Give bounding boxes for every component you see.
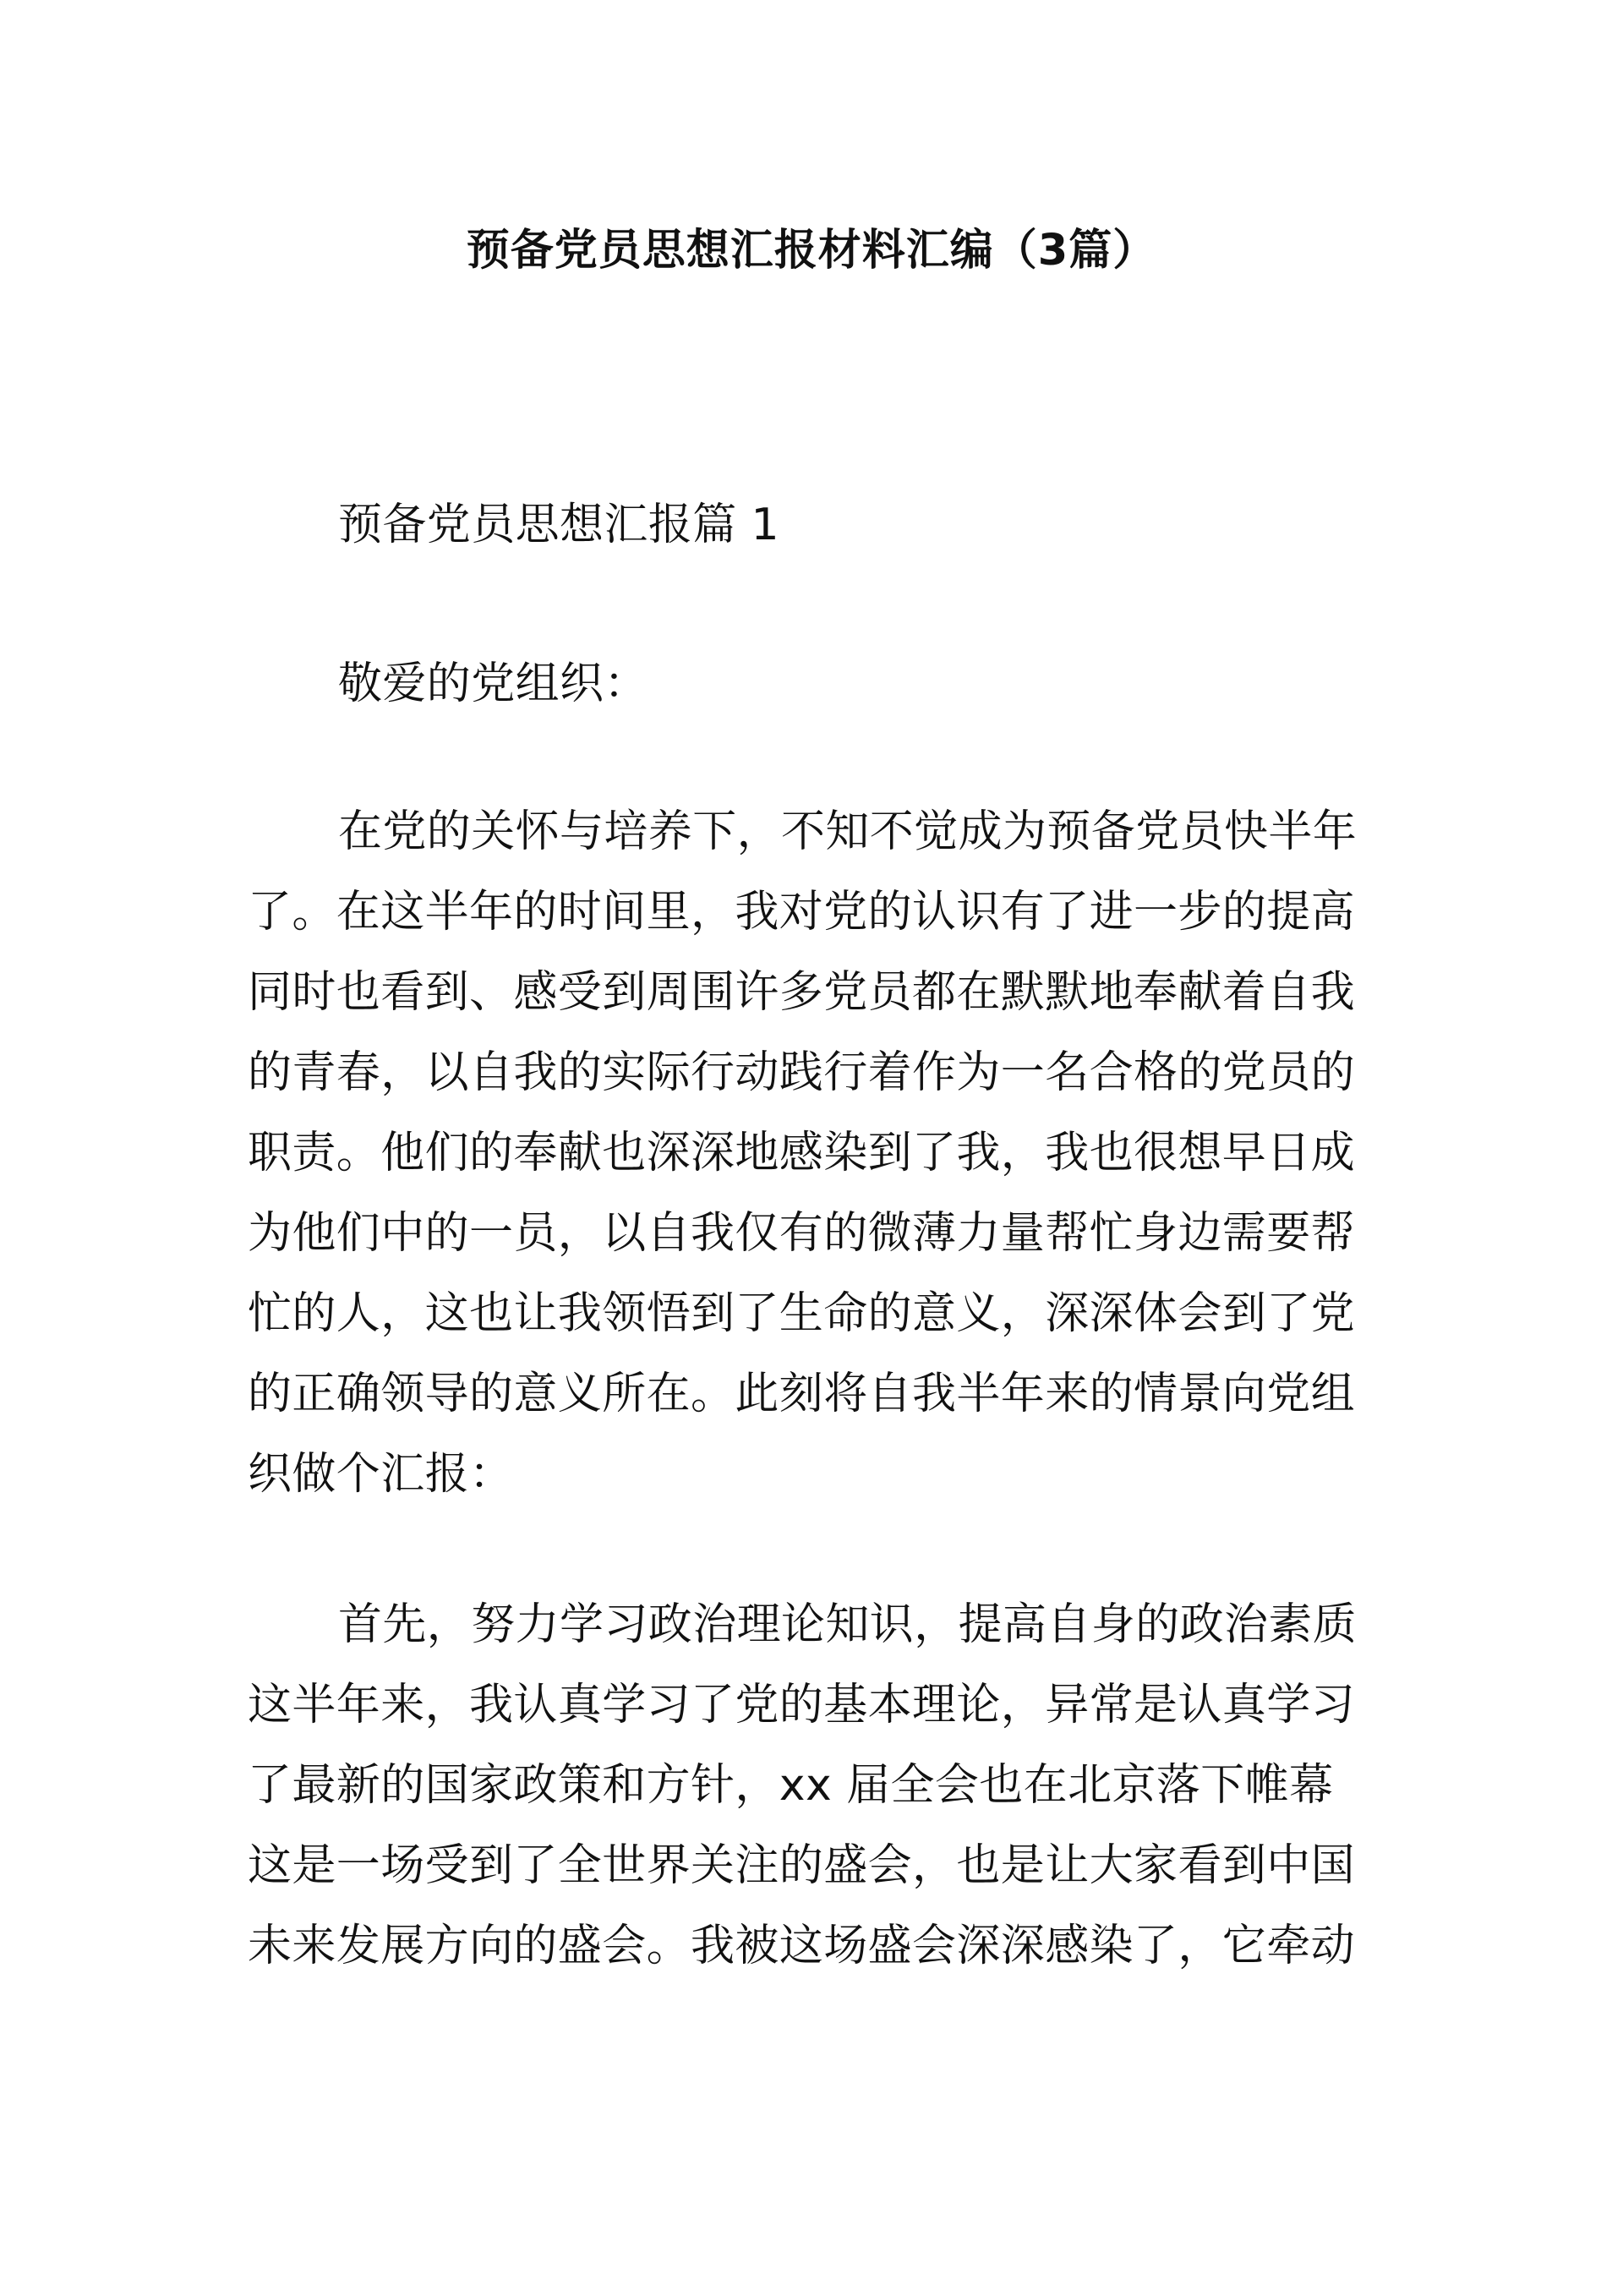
paragraph-1-line: 的正确领导的意义所在。此刻将自我半年来的情景向党组 xyxy=(248,1369,1356,1419)
paragraph-1-line: 职责。他们的奉献也深深地感染到了我，我也很想早日成 xyxy=(248,1128,1356,1178)
paragraph-1-line: 同时也看到、感受到周围许多党员都在默默地奉献着自我 xyxy=(248,967,1356,1018)
document-title: 预备党员思想汇报材料汇编（3篇） xyxy=(466,226,1157,276)
paragraph-2-line: 这是一场受到了全世界关注的盛会，也是让大家看到中国 xyxy=(248,1840,1356,1891)
paragraph-1-line: 织做个汇报： xyxy=(248,1449,514,1500)
paragraph-2-line: 了最新的国家政策和方针，xx 届全会也在北京落下帷幕 xyxy=(248,1760,1334,1811)
salutation: 敬爱的党组织： xyxy=(338,659,648,709)
paragraph-1-line: 为他们中的一员，以自我仅有的微薄力量帮忙身边需要帮 xyxy=(248,1208,1356,1259)
paragraph-2-line: 未来发展方向的盛会。我被这场盛会深深感染了，它牵动 xyxy=(248,1921,1356,1971)
paragraph-2-line: 首先，努力学习政治理论知识，提高自身的政治素质 xyxy=(338,1599,1358,1650)
paragraph-1-line: 忙的人，这也让我领悟到了生命的意义，深深体会到了党 xyxy=(248,1288,1356,1339)
section-heading: 预备党员思想汇报篇 1 xyxy=(338,500,780,550)
paragraph-1-line: 了。在这半年的时间里，我对党的认识有了进一步的提高 xyxy=(248,887,1356,938)
paragraph-1-line: 在党的关怀与培养下，不知不觉成为预备党员快半年 xyxy=(338,806,1358,857)
paragraph-2-line: 这半年来，我认真学习了党的基本理论，异常是认真学习 xyxy=(248,1680,1356,1730)
paragraph-1-line: 的青春，以自我的实际行动践行着作为一名合格的党员的 xyxy=(248,1047,1356,1098)
